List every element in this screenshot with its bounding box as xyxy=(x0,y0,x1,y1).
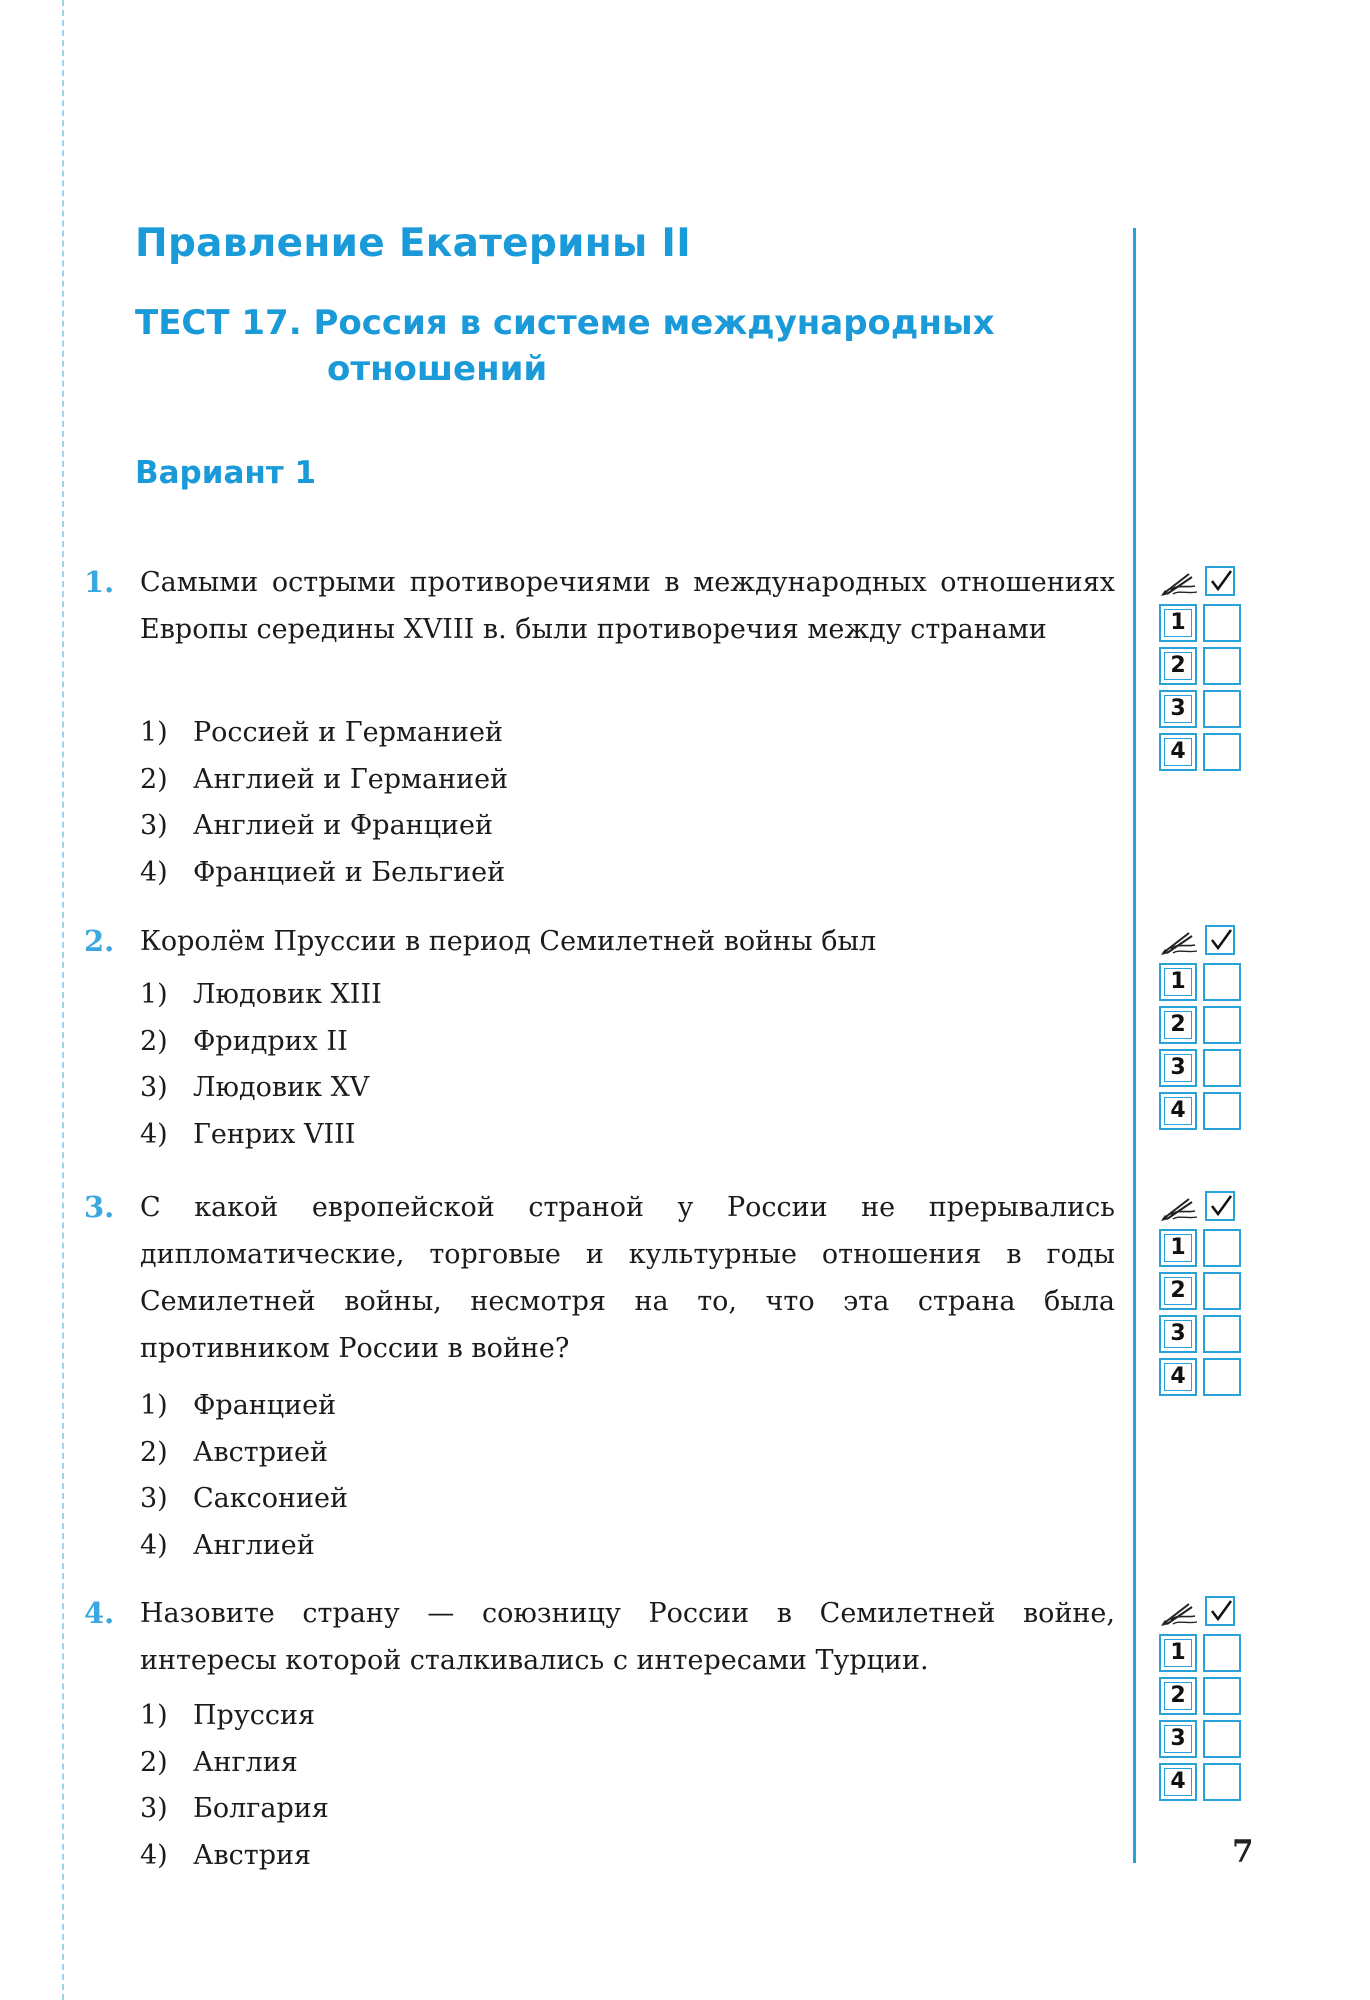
option-number: 1) xyxy=(140,979,168,1010)
pencil-icon xyxy=(1159,568,1199,598)
option-text: Людовик XIII xyxy=(193,979,382,1010)
pencil-icon xyxy=(1159,1598,1199,1628)
option-number: 4) xyxy=(140,1529,168,1561)
checkmark-icon xyxy=(1209,569,1233,593)
test-title-line2: отношений xyxy=(327,349,548,389)
option-number: 4) xyxy=(140,1118,168,1150)
test-title xyxy=(135,300,995,392)
cut-line xyxy=(62,0,64,2000)
answer-row-2 xyxy=(1159,1004,1249,1047)
answer-box[interactable] xyxy=(1203,1634,1241,1672)
answer-label: 3 xyxy=(1159,1049,1197,1087)
option-4 xyxy=(140,850,508,897)
check-header-box xyxy=(1205,1596,1235,1626)
answer-label: 1 xyxy=(1159,604,1197,642)
option-number: 3) xyxy=(140,810,168,841)
answer-row-1 xyxy=(1159,961,1249,1004)
option-4 xyxy=(140,1833,329,1880)
answer-box[interactable] xyxy=(1203,1272,1241,1310)
answer-label: 3 xyxy=(1159,1720,1197,1758)
answer-label: 4 xyxy=(1159,1763,1197,1801)
margin-rule xyxy=(1133,228,1136,1863)
answer-grid-2 xyxy=(1159,921,1249,1133)
checkmark-icon xyxy=(1209,928,1233,952)
answer-row-4 xyxy=(1159,1356,1249,1399)
answer-box[interactable] xyxy=(1203,1315,1241,1353)
answer-label: 4 xyxy=(1159,1092,1197,1130)
option-1 xyxy=(140,1383,348,1430)
option-1 xyxy=(140,710,508,757)
option-text: Саксонией xyxy=(193,1483,348,1514)
answer-row-2 xyxy=(1159,645,1249,688)
answer-row-1 xyxy=(1159,1632,1249,1675)
option-2 xyxy=(140,757,508,804)
question-number: 1. xyxy=(84,565,115,599)
answer-grid-header xyxy=(1159,562,1249,602)
answer-label: 2 xyxy=(1159,1272,1197,1310)
chapter-title: Правление Екатерины II xyxy=(135,221,692,266)
option-3 xyxy=(140,1786,329,1833)
check-header-box xyxy=(1205,566,1235,596)
answer-grid-header xyxy=(1159,921,1249,961)
question-text: Самыми острыми противоречиями в международных отношениях Европы середины XVIII в. были противоречия между странами xyxy=(140,567,1115,645)
answer-row-3 xyxy=(1159,688,1249,731)
option-number: 1) xyxy=(140,1700,168,1731)
answer-row-2 xyxy=(1159,1675,1249,1718)
answer-label: 1 xyxy=(1159,1229,1197,1267)
answer-grid-1 xyxy=(1159,562,1249,774)
option-1 xyxy=(140,1693,329,1740)
answer-label: 4 xyxy=(1159,1358,1197,1396)
option-list xyxy=(140,972,382,1158)
option-3 xyxy=(140,803,508,850)
option-text: Англией и Германией xyxy=(193,763,509,795)
option-4 xyxy=(140,1523,348,1570)
question-text: Назовите страну — союзницу России в Семилетней войне, интересы которой сталкивались с интересами Турции. xyxy=(140,1598,1115,1676)
answer-grid-4 xyxy=(1159,1592,1249,1804)
answer-box[interactable] xyxy=(1203,604,1241,642)
option-3 xyxy=(140,1476,348,1523)
pencil-icon xyxy=(1159,927,1199,957)
checkmark-icon xyxy=(1209,1194,1233,1218)
answer-label: 3 xyxy=(1159,1315,1197,1353)
answer-row-4 xyxy=(1159,1090,1249,1133)
answer-grid-3 xyxy=(1159,1187,1249,1399)
option-1 xyxy=(140,972,382,1019)
answer-row-3 xyxy=(1159,1313,1249,1356)
answer-box[interactable] xyxy=(1203,1229,1241,1267)
answer-label: 2 xyxy=(1159,1677,1197,1715)
option-number: 3) xyxy=(140,1483,168,1514)
option-2 xyxy=(140,1019,382,1066)
test-title-line1: ТЕСТ 17. Россия в системе международных xyxy=(135,303,995,343)
option-text: Англией xyxy=(193,1529,315,1561)
option-text: Болгария xyxy=(193,1793,329,1824)
pencil-icon xyxy=(1159,1193,1199,1223)
answer-grid-header xyxy=(1159,1187,1249,1227)
answer-row-1 xyxy=(1159,1227,1249,1270)
option-3 xyxy=(140,1065,382,1112)
checkmark-icon xyxy=(1209,1599,1233,1623)
answer-label: 2 xyxy=(1159,1006,1197,1044)
variant-title: Вариант 1 xyxy=(135,455,317,491)
option-text: Генрих VIII xyxy=(193,1118,356,1150)
answer-row-4 xyxy=(1159,1761,1249,1804)
option-text: Австрия xyxy=(193,1839,312,1871)
option-text: Англия xyxy=(193,1746,298,1778)
question-number: 2. xyxy=(84,924,115,958)
answer-box[interactable] xyxy=(1203,1763,1241,1801)
answer-row-3 xyxy=(1159,1047,1249,1090)
option-text: Францией xyxy=(193,1390,337,1421)
answer-grid-header xyxy=(1159,1592,1249,1632)
option-text: Россией и Германией xyxy=(193,717,503,748)
answer-label: 2 xyxy=(1159,647,1197,685)
option-number: 2) xyxy=(140,1025,168,1057)
option-2 xyxy=(140,1740,329,1787)
answer-box[interactable] xyxy=(1203,690,1241,728)
option-number: 4) xyxy=(140,856,168,888)
option-number: 2) xyxy=(140,763,168,795)
answer-box[interactable] xyxy=(1203,1006,1241,1044)
option-number: 1) xyxy=(140,717,168,748)
option-text: Фридрих II xyxy=(193,1025,348,1057)
option-text: Австрией xyxy=(193,1436,328,1468)
question-number: 4. xyxy=(84,1596,115,1630)
answer-row-4 xyxy=(1159,731,1249,774)
answer-box[interactable] xyxy=(1203,1720,1241,1758)
answer-label: 3 xyxy=(1159,690,1197,728)
option-text: Англией и Францией xyxy=(193,810,493,841)
option-number: 2) xyxy=(140,1436,168,1468)
option-text: Пруссия xyxy=(193,1700,315,1731)
option-text: Людовик XV xyxy=(193,1072,370,1103)
option-list xyxy=(140,1383,348,1569)
option-number: 3) xyxy=(140,1072,168,1103)
answer-box[interactable] xyxy=(1203,1049,1241,1087)
option-number: 1) xyxy=(140,1390,168,1421)
answer-row-3 xyxy=(1159,1718,1249,1761)
answer-box[interactable] xyxy=(1203,647,1241,685)
option-4 xyxy=(140,1112,382,1159)
question-text: С какой европейской страной у России не прерывались дипломатические, торговые и культурные отношения в годы Семилетней войны, несмотря на то, что эта страна была противником России в войне? xyxy=(140,1192,1115,1364)
answer-row-2 xyxy=(1159,1270,1249,1313)
answer-box[interactable] xyxy=(1203,1358,1241,1396)
page-number: 7 xyxy=(1232,1834,1254,1870)
answer-label: 4 xyxy=(1159,733,1197,771)
answer-label: 1 xyxy=(1159,963,1197,1001)
answer-box[interactable] xyxy=(1203,1092,1241,1130)
answer-box[interactable] xyxy=(1203,963,1241,1001)
question-text: Королём Пруссии в период Семилетней войны был xyxy=(140,926,877,957)
option-list xyxy=(140,1693,329,1879)
answer-row-1 xyxy=(1159,602,1249,645)
answer-box[interactable] xyxy=(1203,1677,1241,1715)
check-header-box xyxy=(1205,925,1235,955)
option-2 xyxy=(140,1430,348,1477)
check-header-box xyxy=(1205,1191,1235,1221)
option-number: 2) xyxy=(140,1746,168,1778)
option-number: 3) xyxy=(140,1793,168,1824)
question-number: 3. xyxy=(84,1190,115,1224)
answer-label: 1 xyxy=(1159,1634,1197,1672)
option-text: Францией и Бельгией xyxy=(193,856,506,888)
option-number: 4) xyxy=(140,1839,168,1871)
answer-box[interactable] xyxy=(1203,733,1241,771)
option-list xyxy=(140,710,508,896)
